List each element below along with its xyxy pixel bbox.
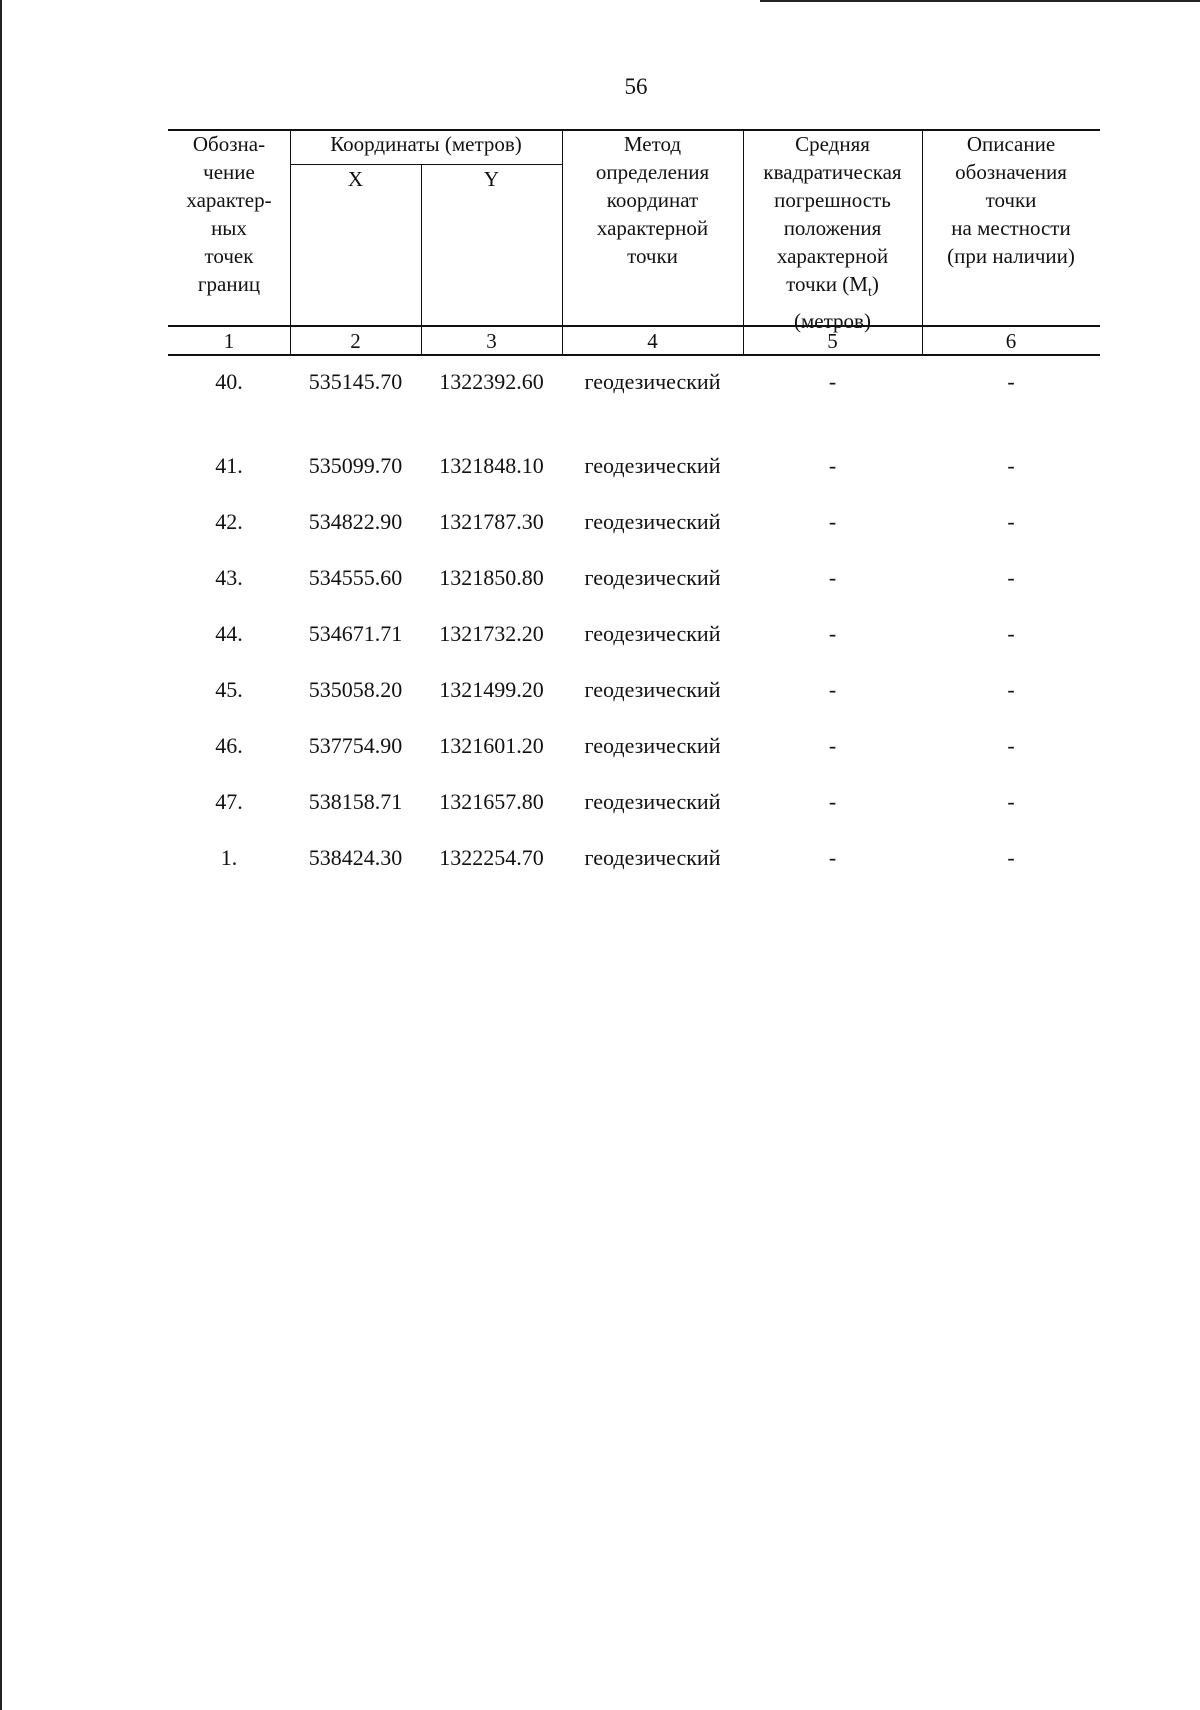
cell-method: геодезический [584, 677, 721, 702]
cell-description: - [1007, 565, 1015, 590]
table-row [168, 726, 1100, 766]
cell-point: 1. [220, 845, 238, 870]
cell-y: 1321657.80 [439, 789, 544, 814]
cell-accuracy: - [828, 733, 837, 758]
cell-x: 535058.20 [308, 677, 403, 702]
cell-description: - [1007, 789, 1015, 814]
column-numbers-bottom-border [168, 354, 1100, 356]
column-number-1: 1 [223, 329, 235, 353]
cell-description: - [1007, 509, 1015, 534]
cell-accuracy: - [828, 509, 837, 534]
cell-y: 1321850.80 [439, 565, 544, 590]
cell-method: геодезический [584, 565, 721, 590]
column-number-5: 5 [827, 329, 838, 353]
table-row [168, 446, 1100, 486]
cell-accuracy: - [828, 677, 837, 702]
table-row [168, 838, 1100, 878]
table-row [168, 558, 1100, 598]
header-accuracy-subscript: t [867, 285, 872, 301]
cell-point: 42. [215, 509, 243, 534]
cell-method: геодезический [584, 509, 721, 534]
cell-x: 534555.60 [308, 565, 403, 590]
table-row [168, 614, 1100, 654]
cell-description: - [1007, 369, 1015, 394]
cell-method: геодезический [584, 621, 721, 646]
table-row [168, 670, 1100, 710]
cell-accuracy: - [828, 453, 837, 478]
cell-x: 535099.70 [308, 453, 403, 478]
page-number: 56 [624, 74, 648, 99]
column-number-3: 3 [486, 329, 497, 353]
header-accuracy-text: Средняя квадратическая погрешность положения характерной точки (M [763, 132, 902, 296]
header-x: X [347, 167, 364, 191]
cell-method: геодезический [584, 845, 721, 870]
cell-description: - [1007, 621, 1015, 646]
cell-description: - [1007, 677, 1015, 702]
cell-x: 538424.30 [308, 845, 403, 870]
header-accuracy [743, 130, 922, 335]
cell-accuracy: - [828, 369, 837, 394]
cell-x: 538158.71 [308, 789, 403, 814]
cell-method: геодезический [584, 733, 721, 758]
cell-y: 1321732.20 [439, 621, 544, 646]
header-designation: Обозна- чение характер- ных точек границ [186, 132, 272, 296]
cell-method: геодезический [584, 789, 721, 814]
cell-y: 1321601.20 [439, 733, 544, 758]
cell-x: 537754.90 [308, 733, 403, 758]
cell-method: геодезический [584, 369, 721, 394]
cell-point: 46. [215, 733, 243, 758]
table-row [168, 362, 1100, 402]
cell-accuracy: - [828, 789, 837, 814]
cell-x: 534822.90 [308, 509, 403, 534]
cell-y: 1322392.60 [439, 369, 544, 394]
cell-y: 1322254.70 [439, 845, 544, 870]
header-accuracy-suffix: ) (метров) [794, 272, 879, 334]
cell-description: - [1007, 733, 1015, 758]
header-method: Метод определения координат характерной точки [595, 132, 710, 268]
cell-accuracy: - [828, 845, 837, 870]
cell-description: - [1007, 845, 1015, 870]
cell-point: 45. [215, 677, 243, 702]
cell-description: - [1007, 453, 1015, 478]
table-row [168, 782, 1100, 822]
cell-point: 47. [215, 789, 243, 814]
cell-y: 1321787.30 [439, 509, 544, 534]
header-bottom-border [168, 325, 1100, 327]
column-number-6: 6 [1005, 329, 1017, 353]
cell-point: 44. [215, 621, 243, 646]
cell-point: 41. [215, 453, 243, 478]
header-y: Y [483, 167, 500, 191]
cell-accuracy: - [828, 565, 837, 590]
cell-method: геодезический [584, 453, 721, 478]
cell-point: 43. [215, 565, 243, 590]
table-row [168, 502, 1100, 542]
cell-y: 1321499.20 [439, 677, 544, 702]
cell-x: 535145.70 [308, 369, 403, 394]
column-number-4: 4 [647, 329, 658, 353]
column-divider-1 [290, 129, 291, 356]
cell-x: 534671.71 [308, 621, 403, 646]
scan-edge-top [760, 0, 1200, 2]
cell-y: 1321848.10 [439, 453, 544, 478]
cell-point: 40. [215, 369, 243, 394]
scan-edge-left [0, 0, 2, 1710]
cell-accuracy: - [828, 621, 837, 646]
header-coordinates-group: Координаты (метров) [330, 132, 522, 156]
coordinates-table-header [168, 129, 1100, 356]
header-description: Описание обозначения точки на местности (при наличии) [947, 132, 1075, 268]
column-number-2: 2 [350, 329, 361, 353]
